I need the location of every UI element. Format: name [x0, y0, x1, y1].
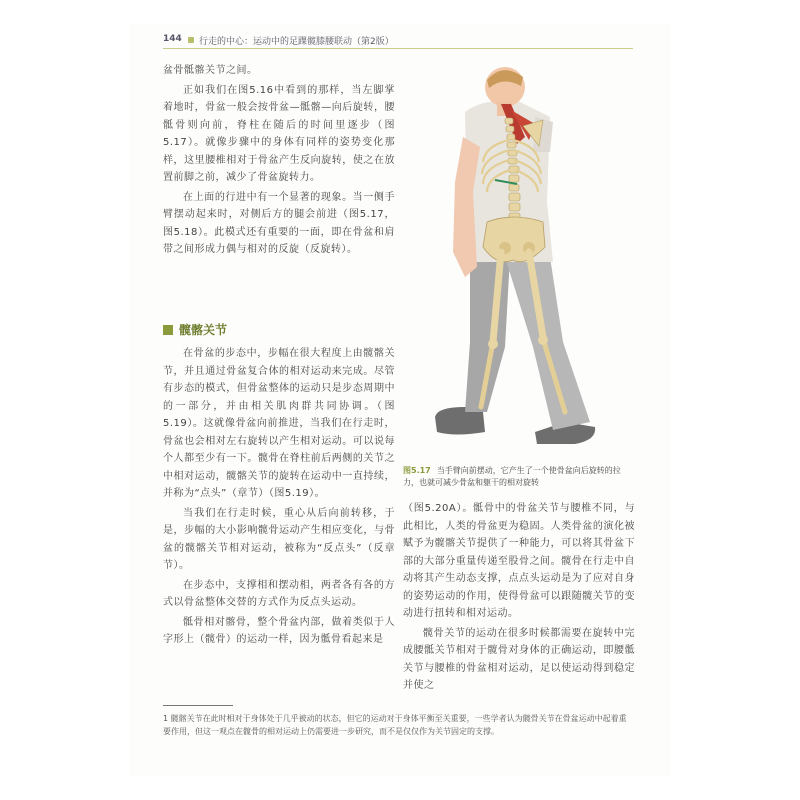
header-rule	[163, 48, 633, 49]
paragraph: 在步态中，支撑相和摆动相，两者各有各的方式以骨盆整体交替的方式作为反点头运动。	[163, 579, 395, 608]
paragraph: 当我们在行走时候，重心从后向前转移，于是，步幅的大小影响髋骨运动产生相应变化，与骨盆的髋髂关节相对运动，被称为“反点头”（反章节）。	[163, 507, 395, 571]
footnote: 1 髋髂关节在此时相对于身体处于几乎被动的状态，但它的运动对于身体平衡至关重要，一些学者认为髋骨关节在骨盆运动中起着重要作用，但这一观点在髋骨的相对运动上仍需要进一步研究，而不是仅仅作为关节固定的支撑。	[163, 714, 627, 736]
paragraph: 盆骨骶髂关节之间。	[163, 65, 258, 76]
header-marker-icon	[188, 37, 194, 43]
paragraph: 骶骨相对髂骨，整个骨盆内部，做着类似于人字形上（髋骨）的运动一样，因为骶骨看起来是	[163, 616, 395, 645]
paragraph: 在上面的行进中有一个显著的现象。当一侧手臂摆动起来时，对侧后方的腿会前进（图5.17，图5.18）。此模式还有重要的一面，即在骨盆和肩带之间形成力偶与相对的反旋（反旋转）。	[163, 191, 395, 255]
paragraph: 在骨盆的步态中，步幅在很大程度上由髋髂关节，并且通过骨盆复合体的相对运动来完成。尽管有步态的模式，但骨盆整体的运动只是步态周期中的一部分，并由相关肌肉群共同协调。（图5.19）。这就像骨盆向前推进，当我们在行走时，骨盆也会相对左右旋转以产生相对运动。可以说每个人都至少有一下。髋骨在脊柱前后两侧的关节之中相对运动，髋髂关节的旋转在运动中一直持续，并称为“点头”（章节）（图5.19）。	[163, 348, 395, 499]
running-title: 行走的中心：运动中的足踝髋膝腰联动（第2版）	[199, 37, 394, 47]
paragraph: 正如我们在图5.16中看到的那样，当左脚掌着地时，骨盆一般会按骨盆—骶髂—向后旋转，腰骶骨则向前，脊柱在随后的时间里逐步（图5.17）。就像步骤中的身体有同样的姿势变化那样，这里腰椎相对于骨盆产生反向旋转，使之在放置前脚之前，减少了骨盆旋转力。	[163, 84, 395, 183]
right-column	[403, 500, 635, 697]
footnote-rule	[163, 705, 233, 706]
section-heading	[163, 321, 227, 337]
paragraph: （图5.20A）。骶骨中的骨盆关节与腰椎不同，与此相比，人类的骨盆更为稳固。人类骨盆的演化被赋予为髋髂关节提供了一种能力，可以将其骨盆下部的大部分重量传递至股骨之间。髋骨在行走中自动将其产生动态支撑，点点头运动是为了应对自身的姿势运动的作用，使得骨盆可以跟随髋关节的变动进行扭转和相对运动。	[403, 503, 635, 619]
paragraph: 髋骨关节的运动在很多时候都需要在旋转中完成腰骶关节相对于髋骨对身体的正确运动，即腰骶关节与腰椎的骨盆相对运动，足以使运动得到稳定并使之	[403, 627, 635, 691]
figure-caption-text: 当手臂向前摆动，它产生了一个使骨盆向后旋转的拉力，也就可减少骨盆和躯干的相对旋转	[403, 466, 621, 487]
walking-skeleton-figure	[425, 62, 615, 457]
section-title: 髋髂关节	[179, 323, 228, 337]
figure-caption	[403, 465, 633, 489]
page-number: 144	[163, 34, 182, 44]
section-marker-icon	[163, 325, 173, 335]
left-column-bottom	[163, 345, 395, 651]
left-column-top	[163, 62, 395, 261]
running-header	[163, 34, 608, 48]
figure-label: 图5.17	[403, 466, 431, 475]
